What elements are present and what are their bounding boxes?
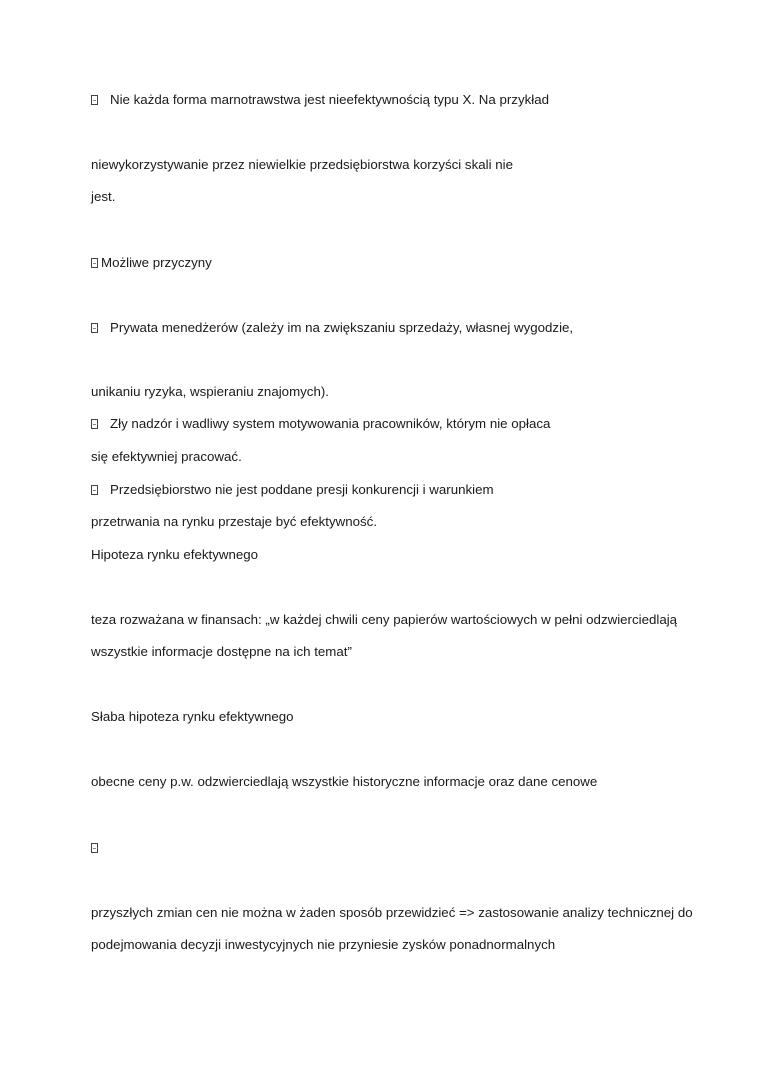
paragraph-line: podejmowania decyzji inwestycyjnych nie przyniesie zysków ponadnormalnych [91, 937, 556, 952]
list-item-continuation: się efektywniej pracować. [91, 449, 242, 464]
list-item [91, 482, 494, 498]
text: Nie każda forma marnotrawstwa jest nieefektywnością typu X. Na przykład [110, 92, 549, 107]
text: Przedsiębiorstwo nie jest poddane presji konkurencji i warunkiem [110, 482, 494, 497]
bullet-icon [91, 323, 98, 333]
paragraph-line: wszystkie informacje dostępne na ich temat” [91, 644, 352, 659]
paragraph-line: jest. [91, 189, 116, 204]
paragraph-line: obecne ceny p.w. odzwierciedlają wszystkie historyczne informacje oraz dane cenowe [91, 774, 598, 789]
bullet-icon [91, 485, 98, 495]
section-heading-hypothesis: Hipoteza rynku efektywnego [91, 547, 259, 562]
paragraph-line [91, 92, 549, 108]
bullet-icon [91, 95, 98, 105]
bullet-icon [91, 258, 98, 268]
text: Prywata menedżerów (zależy im na zwiększaniu sprzedaży, własnej wygodzie, [110, 320, 574, 335]
list-item [91, 320, 573, 336]
text: Możliwe przyczyny [101, 255, 212, 270]
section-heading-weak-hypothesis: Słaba hipoteza rynku efektywnego [91, 709, 294, 724]
list-item-continuation: unikaniu ryzyka, wspieraniu znajomych). [91, 384, 329, 399]
paragraph-line: teza rozważana w finansach: „w każdej chwili ceny papierów wartościowych w pełni odzwierciedlają [91, 612, 678, 627]
text: Zły nadzór i wadliwy system motywowania pracowników, którym nie opłaca [110, 416, 551, 431]
bullet-icon [91, 843, 98, 853]
bullet-icon [91, 419, 98, 429]
list-item-continuation: przetrwania na rynku przestaje być efektywność. [91, 514, 378, 529]
bullet-line [91, 840, 98, 856]
paragraph-line: niewykorzystywanie przez niewielkie przedsiębiorstwa korzyści skali nie [91, 157, 513, 172]
section-heading-causes [91, 255, 212, 271]
list-item [91, 416, 550, 432]
paragraph-line: przyszłych zmian cen nie można w żaden sposób przewidzieć => zastosowanie analizy technicznej do [91, 905, 693, 920]
